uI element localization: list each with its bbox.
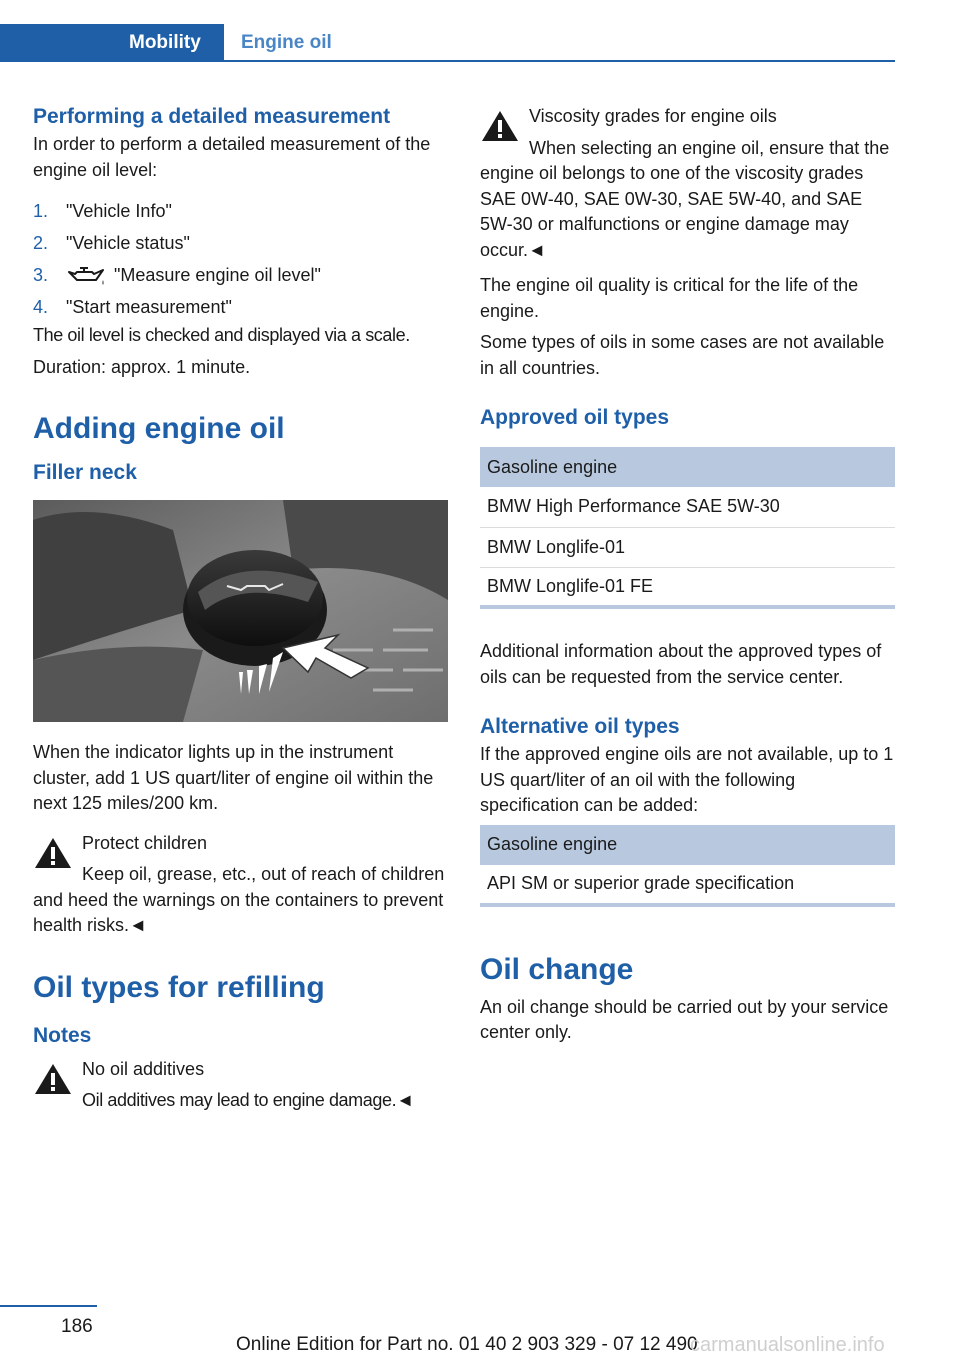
notes-heading: Notes [33, 1023, 92, 1047]
table-header: Gasoline engine [480, 825, 895, 865]
warning-title: Protect children [82, 832, 208, 853]
right-column [480, 102, 895, 1046]
alternative-oil-types-heading: Alternative oil types [480, 715, 680, 738]
additional-info-text: Additional information about the approved types of oils can be requested from the service center. [480, 641, 882, 687]
oil-change-text: An oil change should be carried out by your service center only. [480, 996, 889, 1042]
warning-triangle-icon [33, 835, 73, 871]
warning-title: Viscosity grades for engine oils [529, 106, 777, 126]
warning-oil-additives [33, 1057, 448, 1114]
warning-title: No oil additives [82, 1058, 205, 1079]
page-number: 186 [61, 1316, 93, 1337]
oil-can-icon [66, 265, 106, 287]
list-item: 2. "Vehicle status" [33, 233, 190, 253]
availability-text: Some types of oils in some cases are not available in all countries. [480, 332, 885, 378]
warning-text: Oil additives may lead to engine damage.◄ [82, 1090, 414, 1110]
approved-oil-types-heading: Approved oil types [480, 406, 670, 429]
scale-text: The oil level is checked and displayed via a scale. [33, 325, 410, 345]
tab-mobility[interactable]: Mobility [0, 24, 224, 62]
table-row: BMW High Performance SAE 5W-30 [480, 487, 895, 527]
list-item: 4. "Start measurement" [33, 297, 232, 317]
header-tabs [0, 24, 895, 62]
oil-change-heading: Oil change [480, 952, 634, 986]
watermark: carmanualsonline.info [690, 1334, 885, 1356]
warning-triangle-icon [480, 108, 520, 144]
warning-text: Keep oil, grease, etc., out of reach of children and heed the warnings on the containers to prevent health risks.◄ [33, 864, 445, 935]
adding-engine-oil-heading: Adding engine oil [33, 412, 285, 445]
edition-text: Online Edition for Part no. 01 40 2 903 329 - 07 12 490 [236, 1334, 698, 1355]
warning-triangle-icon [33, 1061, 73, 1097]
list-item: 1. "Vehicle Info" [33, 201, 172, 221]
warning-viscosity [480, 104, 895, 263]
list-item: 3. "Measure engine oil level" [33, 259, 448, 291]
table-row: BMW Longlife-01 [480, 527, 895, 567]
table-row: BMW Longlife-01 FE [487, 575, 654, 596]
table-row: API SM or superior grade specification [487, 873, 795, 893]
filler-neck-photo [33, 500, 448, 722]
detailed-measurement-heading: Performing a detailed measurement [33, 105, 391, 128]
footer-rule [0, 1305, 97, 1307]
duration-text: Duration: approx. 1 minute. [33, 356, 251, 377]
approved-oil-table [480, 447, 895, 609]
tab-engine-oil[interactable]: Engine oil [241, 32, 332, 53]
quality-text: The engine oil quality is critical for the life of the engine. [480, 275, 859, 321]
left-column [33, 102, 448, 1114]
warning-protect-children [33, 831, 448, 939]
warning-text: When selecting an engine oil, ensure that the engine oil belongs to one of the viscosity grades SAE 0W-40, SAE 0W-30, SAE 5W-40, and SAE 5W-30 or malfunctions or engine damage may occur.◄ [480, 137, 890, 260]
filler-neck-heading: Filler neck [33, 461, 137, 484]
detailed-intro: In order to perform a detailed measurement of the engine oil level: [33, 134, 431, 180]
oil-types-heading: Oil types for refilling [33, 970, 325, 1004]
alternative-intro: If the approved engine oils are not available, up to 1 US quart/liter of an oil with the following specification can be added: [480, 744, 894, 815]
indicator-text: When the indicator lights up in the instrument cluster, add 1 US quart/liter of engine oil within the next 125 miles/200 km. [33, 742, 434, 813]
alternative-oil-table [480, 825, 895, 907]
table-header: Gasoline engine [480, 447, 895, 487]
steps-list [33, 195, 448, 323]
